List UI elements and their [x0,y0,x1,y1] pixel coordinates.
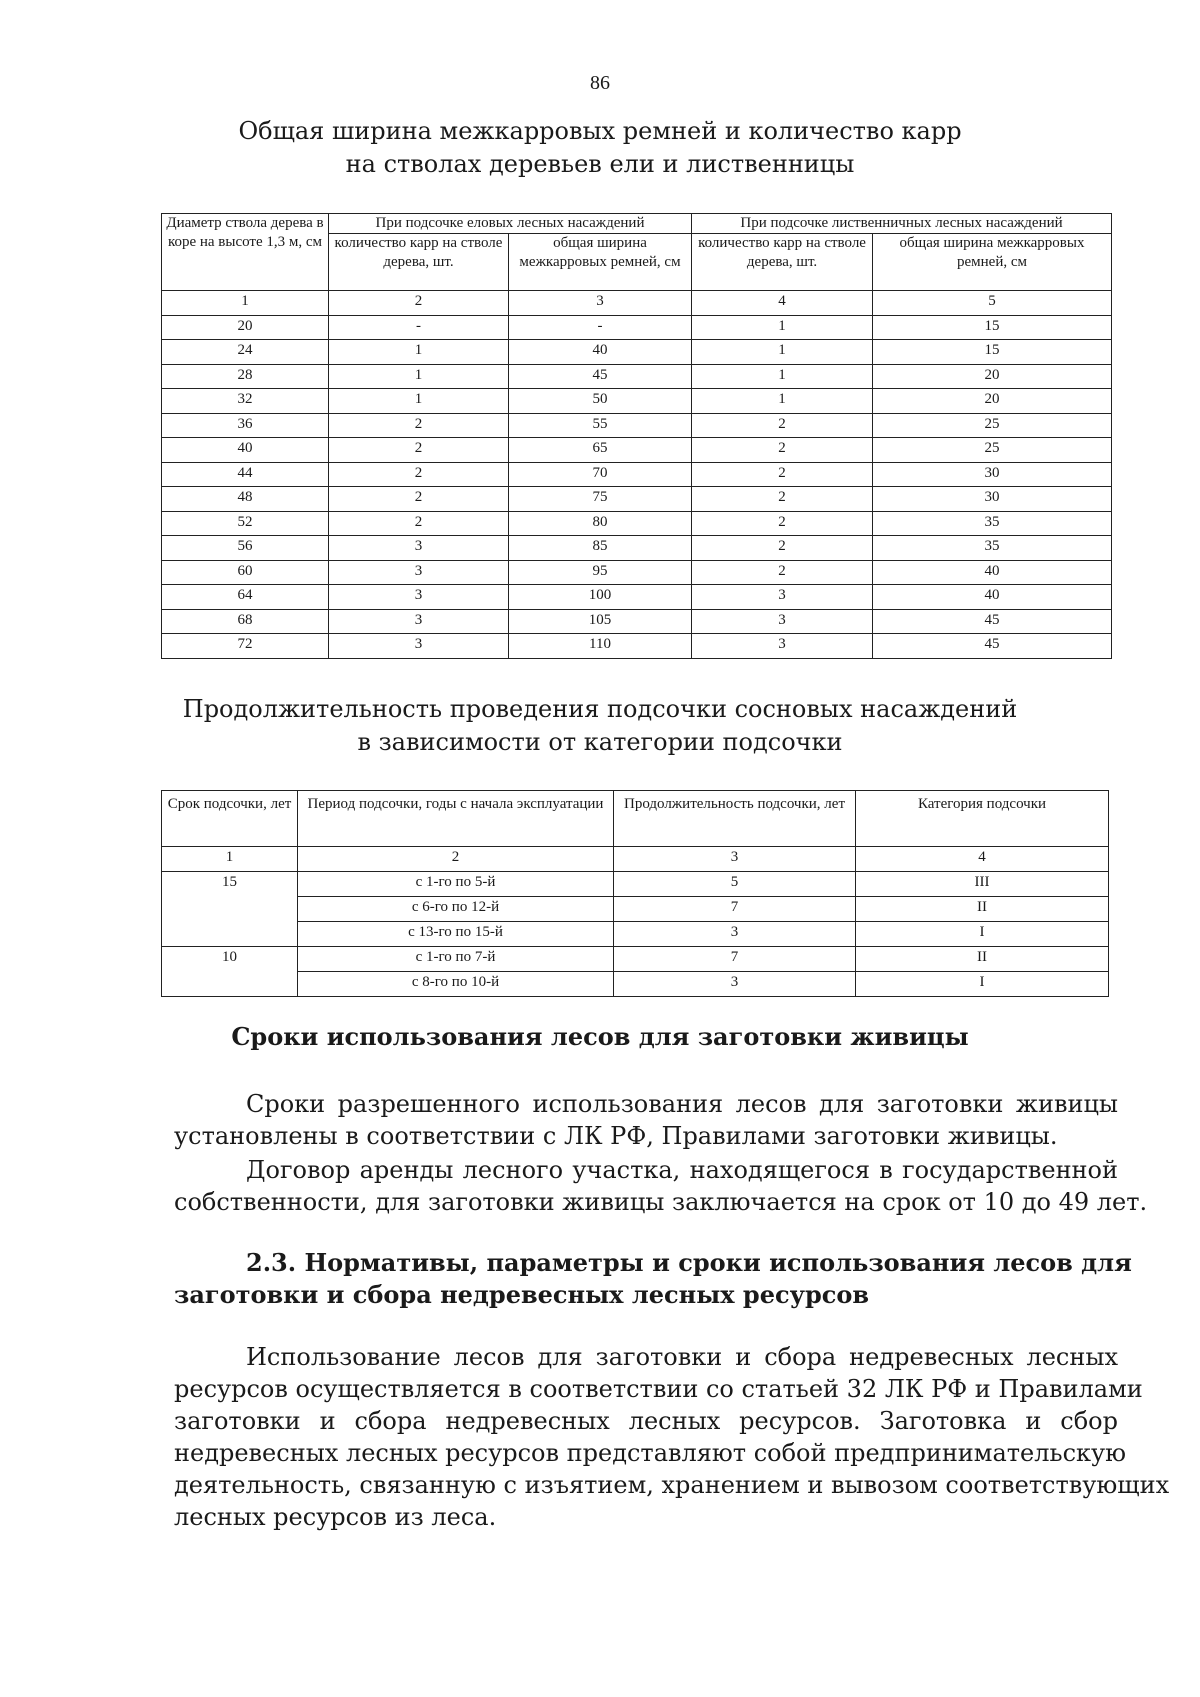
table-cell: 2 [329,413,509,438]
table-cell: 80 [509,511,692,536]
paragraph-line: установлены в соответствии с ЛК РФ, Правилами заготовки живицы. [174,1122,1058,1150]
table-cell: 2 [692,536,873,561]
table-cell: 3 [692,585,873,610]
paragraph-line: деятельность, связанную с изъятием, хранением и вывозом соответствующих [174,1471,1170,1499]
subsection-heading-line: заготовки и сбора недревесных лесных ресурсов [174,1280,870,1309]
table-cell: 1 [692,364,873,389]
table2-title [0,693,1200,759]
table-row [162,487,1112,512]
column-number-cell: 1 [162,291,329,316]
table-cell: 3 [329,560,509,585]
table-row [162,511,1112,536]
table-cell: 40 [873,585,1112,610]
paragraph-non-timber-resources [174,1341,1170,1533]
table-cell: 1 [692,315,873,340]
table-cell: 48 [162,487,329,512]
table-cell: с 1-го по 5-й [298,872,614,897]
table-cell: с 6-го по 12-й [298,897,614,922]
table-cell: 2 [329,511,509,536]
table-cell: 20 [162,315,329,340]
table-cell: 3 [614,922,856,947]
table-cell: 68 [162,609,329,634]
table-cell: 2 [692,511,873,536]
paragraph-line: Использование лесов для заготовки и сбора недревесных лесных [246,1343,1118,1371]
header-width-spruce: общая ширина межкарровых ремней, см [509,234,692,291]
paragraph-resin-terms [174,1088,1118,1152]
table-cell: 7 [614,897,856,922]
paragraph-line: Договор аренды лесного участка, находящегося в государственной [246,1156,1118,1184]
table-row [162,897,1109,922]
table-cell: 75 [509,487,692,512]
table-cell: 2 [329,438,509,463]
header-group-larch: При подсочке лиственничных лесных насаждений [692,214,1112,234]
table-cell: 40 [873,560,1112,585]
table-cell: 25 [873,438,1112,463]
table-row [162,585,1112,610]
table-cell: с 1-го по 7-й [298,947,614,972]
table-cell: 3 [692,609,873,634]
table-cell: 64 [162,585,329,610]
paragraph-line: лесных ресурсов из леса. [174,1503,497,1531]
paragraph-lease-agreement [174,1154,1148,1218]
tapping-duration-table [161,790,1109,997]
table-cell: 20 [873,364,1112,389]
table-cell: 3 [329,536,509,561]
table-cell: II [856,947,1109,972]
table-cell: 15 [873,340,1112,365]
table-cell: 105 [509,609,692,634]
table-cell: 2 [692,462,873,487]
resin-channels-table [161,213,1112,659]
table-cell: 1 [692,340,873,365]
table-cell: 44 [162,462,329,487]
table-cell: 2 [329,487,509,512]
table-cell: 2 [692,438,873,463]
header-period: Период подсочки, годы с начала эксплуатации [298,791,614,847]
header-width-larch: общая ширина межкарровых ремней, см [873,234,1112,291]
table-row [162,438,1112,463]
column-number-cell: 2 [298,847,614,872]
table1-title-line: на стволах деревьев ели и лиственницы [345,150,855,178]
table-cell: II [856,897,1109,922]
header-diameter: Диаметр ствола дерева в коре на высоте 1,3 м, см [162,214,329,291]
table-cell: 5 [614,872,856,897]
table-cell: 20 [873,389,1112,414]
table-cell: 30 [873,487,1112,512]
table-row [162,972,1109,997]
table-cell: 3 [329,585,509,610]
table-cell: 65 [509,438,692,463]
table-cell: 1 [692,389,873,414]
table-row [162,536,1112,561]
table-cell: 25 [873,413,1112,438]
table-row [162,872,1109,897]
table-row [162,922,1109,947]
term-cell: 10 [162,947,298,997]
header-term: Срок подсочки, лет [162,791,298,847]
table-cell: 2 [692,560,873,585]
subsection-heading-line: 2.3. Нормативы, параметры и сроки использования лесов для [246,1248,1132,1277]
table-row [162,609,1112,634]
table-row [162,364,1112,389]
table-cell: 110 [509,634,692,659]
table1-title-line: Общая ширина межкарровых ремней и количество карр [238,117,962,145]
table-cell: 2 [329,462,509,487]
table-row [162,634,1112,659]
table-cell: 7 [614,947,856,972]
table-row [162,462,1112,487]
table-cell: 1 [329,364,509,389]
table-cell: 56 [162,536,329,561]
table-cell: 3 [614,972,856,997]
table-cell: 1 [329,389,509,414]
paragraph-line: ресурсов осуществляется в соответствии со статьей 32 ЛК РФ и Правилами [174,1375,1143,1403]
table-cell: 2 [692,487,873,512]
table-cell: 15 [873,315,1112,340]
column-number-row [162,291,1112,316]
table-row [162,947,1109,972]
table-cell: 45 [873,634,1112,659]
table-cell: 35 [873,536,1112,561]
column-number-cell: 4 [692,291,873,316]
table-cell: 3 [329,634,509,659]
paragraph-line: собственности, для заготовки живицы заключается на срок от 10 до 49 лет. [174,1188,1148,1216]
header-duration: Продолжительность подсочки, лет [614,791,856,847]
table-cell: с 13-го по 15-й [298,922,614,947]
table-cell: 24 [162,340,329,365]
table-cell: 45 [873,609,1112,634]
table2-title-line: в зависимости от категории подсочки [357,728,843,756]
table-cell: - [509,315,692,340]
table-cell: 60 [162,560,329,585]
term-cell: 15 [162,872,298,947]
table-row [162,315,1112,340]
table-cell: 70 [509,462,692,487]
column-number-cell: 2 [329,291,509,316]
table-cell: 95 [509,560,692,585]
table-cell: 45 [509,364,692,389]
paragraph-line: Сроки разрешенного использования лесов для заготовки живицы [246,1090,1118,1118]
table-cell: 40 [162,438,329,463]
table-cell: I [856,922,1109,947]
table-cell: 72 [162,634,329,659]
table-cell: 50 [509,389,692,414]
header-count-larch: количество карр на стволе дерева, шт. [692,234,873,291]
table-cell: - [329,315,509,340]
column-number-cell: 3 [614,847,856,872]
table2-title-line: Продолжительность проведения подсочки сосновых насаждений [182,695,1018,723]
column-number-cell: 1 [162,847,298,872]
table-cell: I [856,972,1109,997]
table-cell: 36 [162,413,329,438]
table1-title [0,115,1200,181]
paragraph-line: недревесных лесных ресурсов представляют собой предпринимательскую [174,1439,1127,1467]
column-number-row [162,847,1109,872]
table-row [162,389,1112,414]
paragraph-line: заготовки и сбора недревесных лесных ресурсов. Заготовка и сбор [174,1407,1118,1435]
header-group-spruce: При подсочке еловых лесных насаждений [329,214,692,234]
table-cell: с 8-го по 10-й [298,972,614,997]
table-row [162,560,1112,585]
table-cell: 28 [162,364,329,389]
table-cell: 85 [509,536,692,561]
column-number-cell: 4 [856,847,1109,872]
header-count-spruce: количество карр на стволе дерева, шт. [329,234,509,291]
table-cell: 1 [329,340,509,365]
table-row [162,413,1112,438]
table-cell: 2 [692,413,873,438]
column-number-cell: 5 [873,291,1112,316]
table-cell: 100 [509,585,692,610]
header-category: Категория подсочки [856,791,1109,847]
table-cell: 52 [162,511,329,536]
section-heading: Сроки использования лесов для заготовки живицы [231,1022,969,1051]
table-cell: 40 [509,340,692,365]
table-cell: 35 [873,511,1112,536]
table-cell: III [856,872,1109,897]
table-cell: 30 [873,462,1112,487]
table-row [162,340,1112,365]
page-number: 86 [590,72,610,94]
table-cell: 3 [329,609,509,634]
column-number-cell: 3 [509,291,692,316]
table-cell: 55 [509,413,692,438]
table-cell: 32 [162,389,329,414]
subsection-heading [174,1247,1132,1311]
table-cell: 3 [692,634,873,659]
